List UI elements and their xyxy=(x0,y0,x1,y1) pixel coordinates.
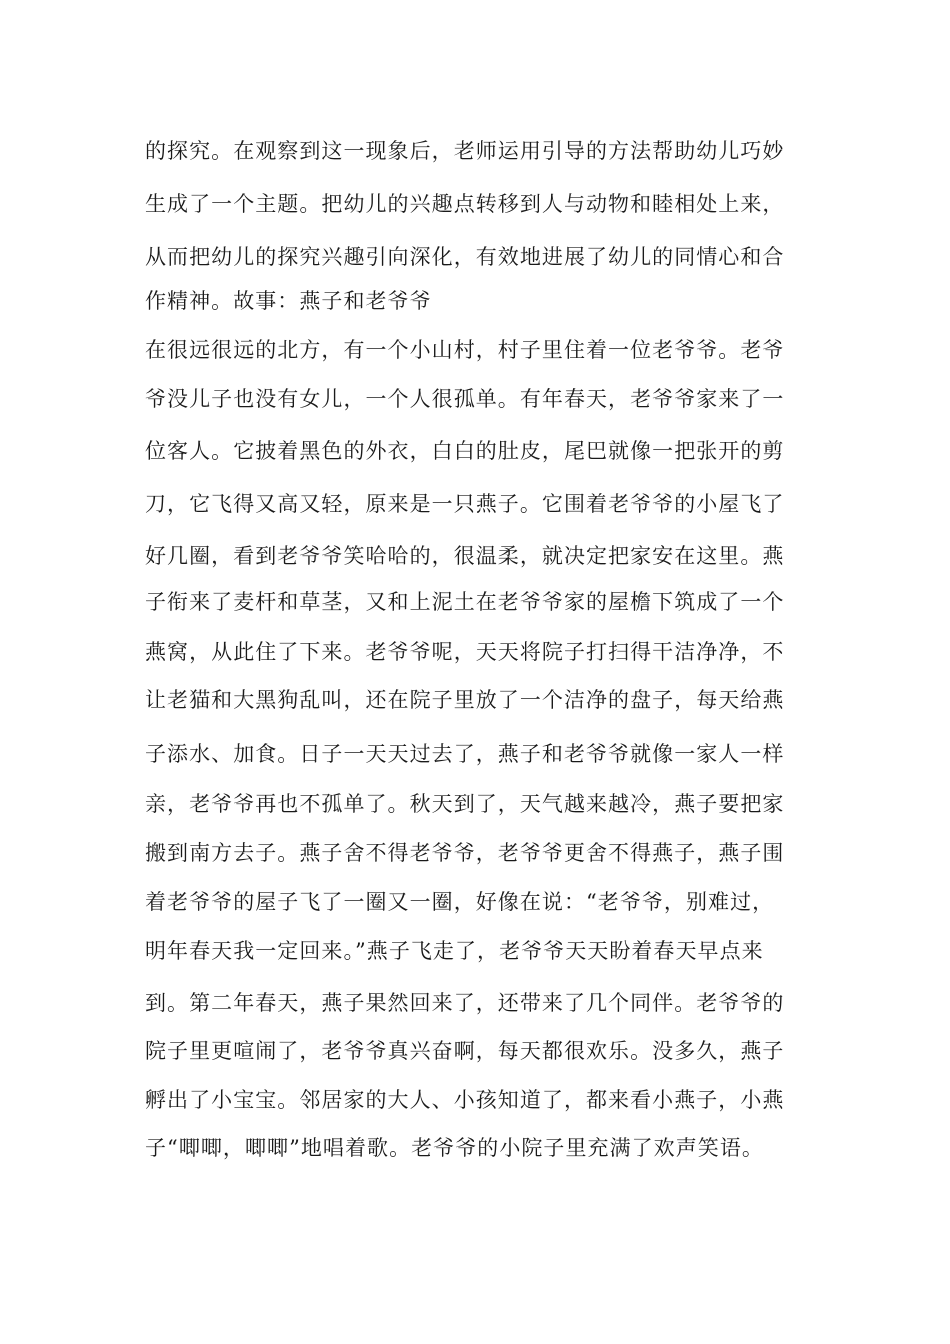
text-line: 的探究。在观察到这一现象后，老师运用引导的方法帮助幼儿巧妙 xyxy=(145,139,785,163)
text-line: 从而把幼儿的探究兴趣引向深化，有效地进展了幼儿的同情心和合 xyxy=(145,245,785,269)
text-line: 燕窝，从此住了下来。老爷爷呢，天天将院子打扫得干洁净净，不 xyxy=(145,640,785,664)
text-line: 刀，它飞得又高又轻，原来是一只燕子。它围着老爷爷的小屋飞了 xyxy=(145,492,785,516)
text-line: 生成了一个主题。把幼儿的兴趣点转移到人与动物和睦相处上来， xyxy=(145,192,785,216)
text-line: 搬到南方去子。燕子舍不得老爷爷，老爷爷更舍不得燕子，燕子围 xyxy=(145,841,785,865)
text-line: 孵出了小宝宝。邻居家的大人、小孩知道了，都来看小燕子，小燕 xyxy=(145,1088,785,1112)
text-line: 亲，老爷爷再也不孤单了。秋天到了，天气越来越冷，燕子要把家 xyxy=(145,792,785,816)
text-line: 着老爷爷的屋子飞了一圈又一圈，好像在说：“老爷爷，别难过， xyxy=(145,890,775,914)
text-line: 好几圈，看到老爷爷笑哈哈的，很温柔，就决定把家安在这里。燕 xyxy=(145,544,785,568)
story-title-line: 作精神。故事：燕子和老爷爷 xyxy=(145,289,432,313)
text-line: 明年春天我一定回来。”燕子飞走了，老爷爷天天盼着春天早点来 xyxy=(145,939,764,963)
text-line: 位客人。它披着黑色的外衣，白白的肚皮，尾巴就像一把张开的剪 xyxy=(145,439,785,463)
text-line: 爷没儿子也没有女儿，一个人很孤单。有年春天，老爷爷家来了一 xyxy=(145,387,785,411)
text-line: 让老猫和大黑狗乱叫，还在院子里放了一个洁净的盘子，每天给燕 xyxy=(145,688,785,712)
text-line: 子衔来了麦杆和草茎，又和上泥土在老爷爷家的屋檐下筑成了一个 xyxy=(145,590,785,614)
text-line: 院子里更喧闹了，老爷爷真兴奋啊，每天都很欢乐。没多久，燕子 xyxy=(145,1039,785,1063)
text-line: 到。第二年春天，燕子果然回来了，还带来了几个同伴。老爷爷的 xyxy=(145,991,785,1015)
text-line: 在很远很远的北方，有一个小山村，村子里住着一位老爷爷。老爷 xyxy=(145,338,785,362)
text-line: 子“唧唧，唧唧”地唱着歌。老爷爷的小院子里充满了欢声笑语。 xyxy=(145,1136,764,1160)
text-line: 子添水、加食。日子一天天过去了，燕子和老爷爷就像一家人一样 xyxy=(145,742,785,766)
